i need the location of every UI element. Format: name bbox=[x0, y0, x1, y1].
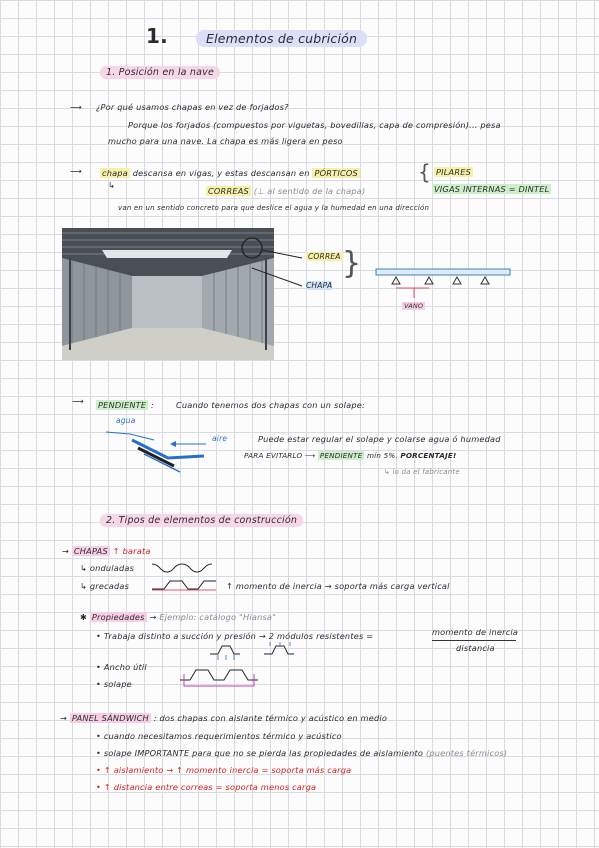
panel-desc: : dos chapas con aislante térmico y acústico en medio bbox=[153, 713, 388, 723]
question-text: ¿Por qué usamos chapas en vez de forjados? bbox=[96, 102, 289, 112]
correas-note: (⊥ al sentido de la chapa) bbox=[253, 186, 366, 196]
panel-line bbox=[60, 713, 387, 723]
fraction-denominator: distancia bbox=[456, 643, 495, 653]
trabaja-item: • Trabaja distinto a succión y presión → 2 módulos resistentes = bbox=[96, 631, 374, 641]
vano-label-text: VANO bbox=[404, 302, 424, 310]
ancho-item: • Ancho útil bbox=[96, 662, 147, 672]
overlap-diagram bbox=[104, 418, 244, 478]
chapa-label-text: CHAPA bbox=[306, 281, 333, 290]
agua-label: agua bbox=[116, 416, 136, 425]
solape-item: • solape bbox=[96, 679, 132, 689]
succion-presion-icons bbox=[210, 642, 300, 662]
answer-line2: mucho para una nave. La chapa es más ligera en peso bbox=[108, 136, 343, 146]
vano-label bbox=[402, 302, 425, 310]
chapas-line bbox=[62, 546, 151, 556]
ancho-util-profile-icon bbox=[180, 664, 260, 692]
chapa-label bbox=[306, 281, 332, 290]
pendiente-term-text: PENDIENTE bbox=[98, 400, 147, 410]
vigas-internas-text: VIGAS INTERNAS = DINTEL bbox=[434, 184, 550, 194]
correa-label bbox=[306, 252, 343, 261]
fraction-numerator: momento de inercia bbox=[432, 627, 519, 637]
panel-bullet1: • cuando necesitamos requerimientos térmico y acústico bbox=[96, 731, 342, 741]
grecadas-note: ↑ momento de inercia → soporta más carga vertical bbox=[226, 581, 450, 591]
propiedades-term: Propiedades bbox=[91, 612, 145, 622]
aire-label: aire bbox=[212, 434, 228, 443]
panel-bullet2: • solape IMPORTANTE para que no se pierda las propiedades de aislamiento (puentes térmicos) bbox=[96, 748, 508, 758]
trapezoid-profile-icon bbox=[152, 578, 216, 592]
panel-bullet3: • ↑ aislamiento → ↑ momento inercia = soporta más carga bbox=[96, 765, 352, 775]
fabricante-note-text: lo da el fabricante bbox=[392, 468, 460, 476]
answer-line1: Porque los forjados (compuestos por viguetas, bovedillas, capa de compresión)... pesa bbox=[128, 120, 501, 130]
pilares-term: PILARES bbox=[436, 167, 471, 177]
pendiente-desc: Cuando tenemos dos chapas con un solape: bbox=[176, 400, 365, 410]
ejemplo-text: Ejemplo: catálogo "Hiansa" bbox=[159, 612, 277, 622]
bullet3-text: ↑ aislamiento → ↑ momento inercia = soporta más carga bbox=[103, 765, 352, 775]
photo-annotation-lines bbox=[232, 228, 312, 308]
porcentaje-text: PORCENTAJE! bbox=[400, 451, 457, 460]
correa-label-text: CORREA bbox=[308, 252, 341, 261]
page-number: 1. bbox=[146, 24, 168, 48]
wave-profile-icon bbox=[152, 560, 212, 574]
hook-arrow-icon: ↳ bbox=[384, 468, 391, 476]
bullet1-text: cuando necesitamos requerimientos térmico y acústico bbox=[103, 731, 342, 741]
grecadas-item: ↳ grecadas bbox=[80, 581, 130, 591]
solape-text: solape bbox=[103, 679, 132, 689]
chapas-term: CHAPAS bbox=[73, 546, 108, 556]
evitarlo-text: PARA EVITARLO bbox=[244, 451, 303, 460]
panel-bullet4: • ↑ distancia entre correas = soporta menos carga bbox=[96, 782, 317, 792]
pendiente-term2: PENDIENTE bbox=[319, 451, 363, 460]
bullet4-text: ↑ distancia entre correas = soporta menos carga bbox=[103, 782, 317, 792]
chapa-rest: descansa en vigas, y estas descansan en bbox=[132, 168, 310, 178]
chapa-word: chapa bbox=[102, 168, 128, 178]
arrow-right-icon: ⟶ bbox=[72, 396, 84, 406]
pendiente-line2 bbox=[244, 451, 456, 460]
correas-line bbox=[206, 186, 365, 196]
arrow-icon: → bbox=[62, 546, 70, 556]
bullet2-note: (puentes térmicos) bbox=[425, 748, 508, 758]
fraction-bar bbox=[432, 640, 516, 641]
onduladas-item: ↳ onduladas bbox=[80, 563, 135, 573]
page-title: Elementos de cubrición bbox=[196, 30, 367, 47]
onduladas-text: onduladas bbox=[89, 563, 135, 573]
arrow-icon: → bbox=[149, 612, 157, 622]
ancho-text: Ancho útil bbox=[103, 662, 147, 672]
chapa-line bbox=[100, 168, 360, 178]
porticos-term: PÓRTICOS bbox=[314, 168, 358, 178]
correas-term: CORREAS bbox=[208, 186, 249, 196]
beam-diagram bbox=[374, 266, 514, 316]
curved-arrow-icon: ↳ bbox=[108, 180, 116, 190]
van-line: van en un sentido concreto para que deslice el agua y la humedad en una dirección bbox=[118, 204, 430, 212]
min-text: mín 5%. bbox=[366, 451, 398, 460]
arrow-right-icon: ⟶ bbox=[70, 102, 82, 112]
pendiente-line1: Puede estar regular el solape y colarse agua ó humedad bbox=[258, 434, 501, 444]
arrow-right-icon: ⟶ bbox=[70, 166, 82, 176]
section1-heading: 1. Posición en la nave bbox=[100, 66, 220, 79]
section2-heading: 2. Tipos de elementos de construcción bbox=[100, 514, 303, 527]
asterisk-icon: ✱ bbox=[80, 612, 88, 622]
propiedades-line bbox=[80, 612, 276, 622]
brace-icon: { bbox=[418, 160, 431, 184]
pendiente-term: PENDIENTE : bbox=[98, 400, 154, 410]
barata-note: ↑ barata bbox=[112, 546, 151, 556]
bullet2-text: solape IMPORTANTE para que no se pierda las propiedades de aislamiento bbox=[103, 748, 424, 758]
close-brace-icon: } bbox=[342, 246, 362, 281]
grecadas-text: grecadas bbox=[89, 581, 130, 591]
arrow-icon: → bbox=[60, 713, 68, 723]
vigas-internas-term bbox=[432, 184, 551, 194]
trabaja-text: Trabaja distinto a succión y presión → 2 módulos resistentes = bbox=[103, 631, 374, 641]
arrow-icon: ⟶ bbox=[304, 451, 316, 460]
panel-term: PANEL SÁNDWICH bbox=[71, 713, 149, 723]
fabricante-note bbox=[384, 468, 460, 476]
